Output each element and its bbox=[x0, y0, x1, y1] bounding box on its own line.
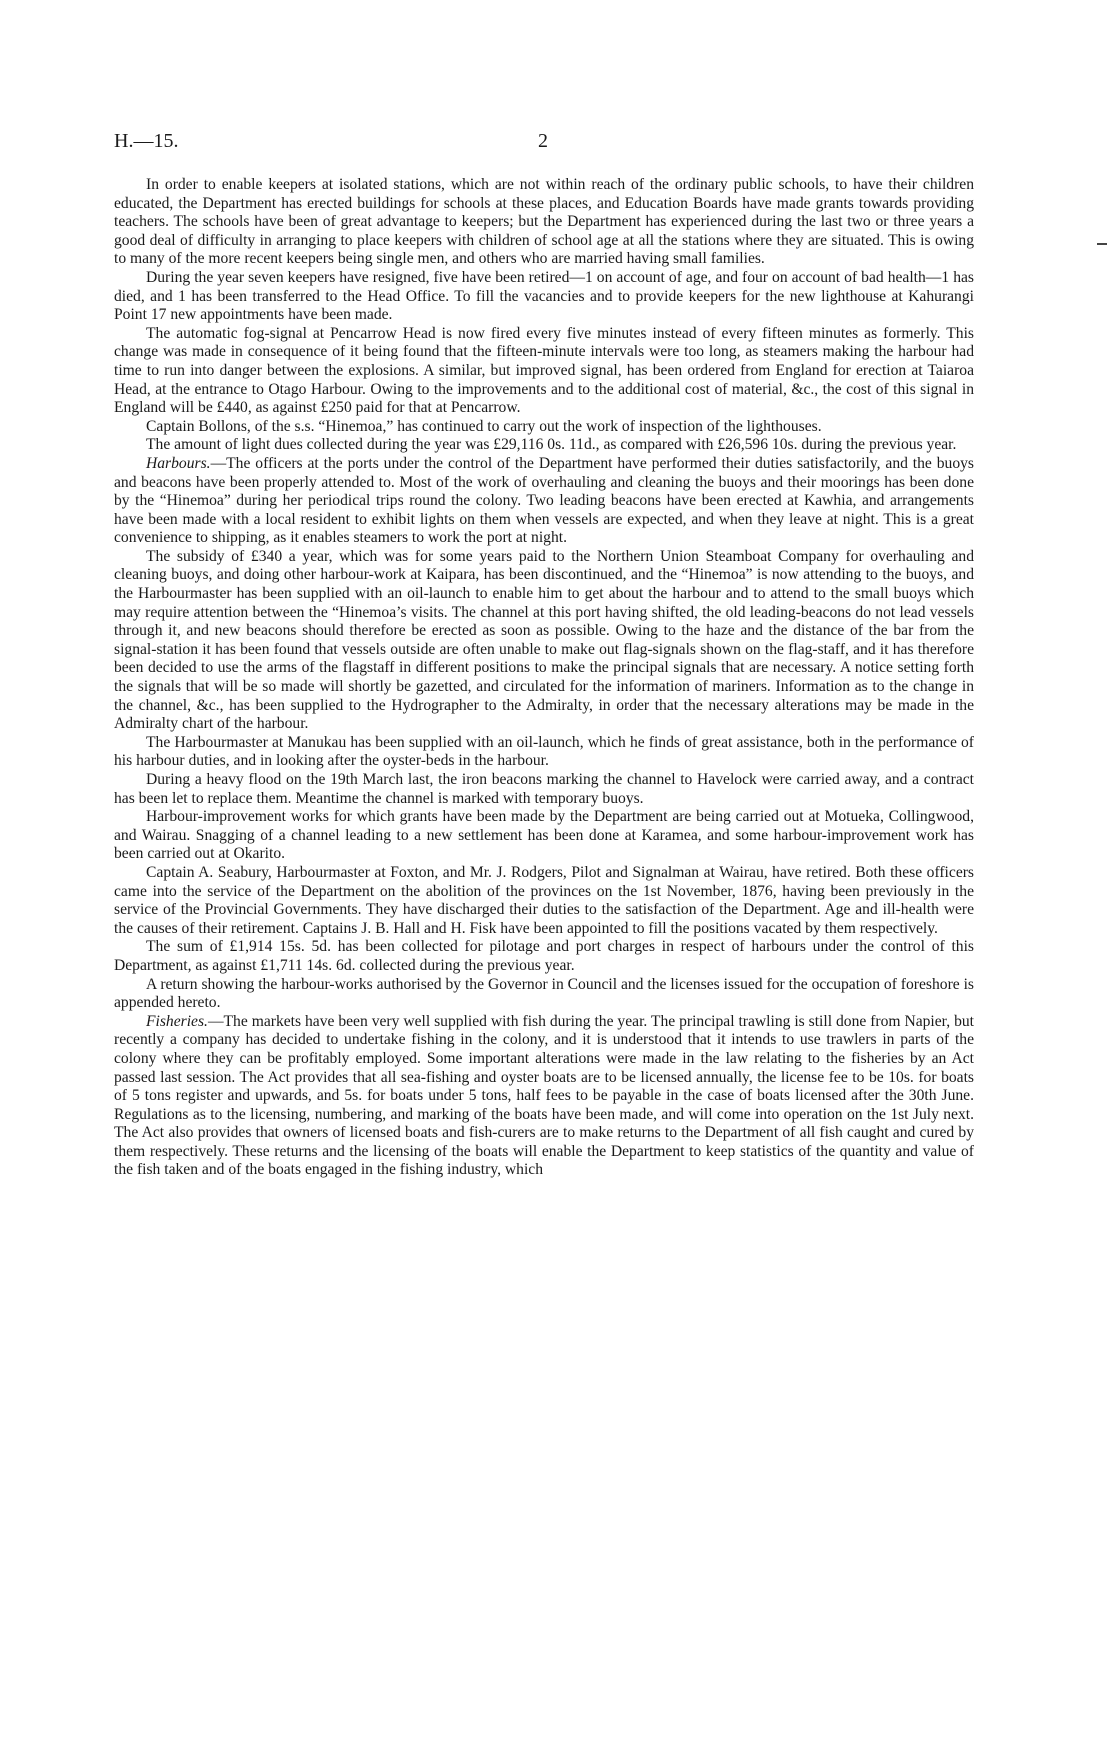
paragraph-keepers: During the year seven keepers have resigned, five have been retired—1 on account of age, and four on account of bad health—1 has died, and 1 has been transferred to the Head Office. To fill the vacancies and to provide keepers for the new lighthouse at Kahurangi Point 17 new appointments have been made. bbox=[114, 268, 974, 324]
paragraph-fog-signal: The automatic fog-signal at Pencarrow Head is now fired every five minutes instead of every fifteen minutes as formerly. This change was made in consequence of it being found that the fifteen-minute intervals were too long, as steamers making the harbour had time to run into danger between the explosions. A similar, but improved signal, has been ordered from England for erection at Taiaroa Head, at the entrance to Otago Harbour. Owing to the improvements and to the additional cost of material, &c., the cost of this signal in England will be £440, as against £250 paid for that at Pencarrow. bbox=[114, 324, 974, 417]
section-lead-fisheries: Fisheries. bbox=[146, 1012, 208, 1030]
document-reference: H.—15. bbox=[114, 130, 179, 152]
paragraph-retirements: Captain A. Seabury, Harbourmaster at Foxton, and Mr. J. Rodgers, Pilot and Signalman at Wairau, have retired. Both these officers came into the service of the Department on the abolition of the provinces on the 1st November, 1876, having been previously in the service of the Provincial Governments. They have discharged their duties to the satisfaction of the Department. Age and ill-health were the causes of their retirement. Captains J. B. Hall and H. Fisk have been appointed to fill the positions vacated by them respectively. bbox=[114, 863, 974, 937]
margin-mark bbox=[1097, 243, 1107, 245]
paragraph-return: A return showing the harbour-works authorised by the Governor in Council and the licenses issued for the occupation of foreshore is appended hereto. bbox=[114, 975, 974, 1012]
paragraph-pilotage: The sum of £1,914 15s. 5d. has been collected for pilotage and port charges in respect of harbours under the control of this Department, as against £1,711 14s. 6d. collected during the previous year. bbox=[114, 938, 974, 974]
page-number: 2 bbox=[538, 130, 548, 152]
paragraph-havelock: During a heavy flood on the 19th March last, the iron beacons marking the channel to Havelock were carried away, and a contract has been let to replace them. Meantime the channel is marked with temporary buoys. bbox=[114, 771, 974, 807]
paragraph-manukau: The Harbourmaster at Manukau has been supplied with an oil-launch, which he finds of great assistance, both in the performance of his harbour duties, and in looking after the oyster-beds in the harbour. bbox=[114, 733, 974, 770]
paragraph-light-dues: The amount of light dues collected during the year was £29,116 0s. 11d., as compared with £26,596 10s. during the previous year. bbox=[146, 436, 957, 454]
page-header bbox=[114, 130, 974, 160]
section-lead-harbours: Harbours. bbox=[146, 454, 211, 472]
paragraph-harbour-works: Harbour-improvement works for which grants have been made by the Department are being carried out at Motueka, Collingwood, and Wairau. Snagging of a channel leading to a new settlement has been done at Karamea, and some harbour-improvement work has been carried out at Okarito. bbox=[114, 808, 974, 863]
paragraph-kaipara: The subsidy of £340 a year, which was for some years paid to the Northern Union Steamboat Company for overhauling and cleaning buoys, and doing other harbour-work at Kaipara, has been discontinued, and the “Hinemoa” is now attending to the buoys, and the Harbourmaster has been supplied with an oil-launch to enable him to get about the harbour and to attend to the small buoys which may require attention between the “Hinemoa’s visits. The channel at this port having shifted, the old leading-beacons do not lead vessels through it, and new beacons should therefore be erected as soon as possible. Owing to the haze and the distance of the bar from the signal-station it has been found that vessels outside are often unable to make out flag-signals shown on the flag-staff, and it has therefore been decided to use the arms of the flagstaff in different positions to make the principal signals that are necessary. A notice setting forth the signals that will be so made will shortly be gazetted, and circulated for the information of mariners. Information as to the change in the channel, &c., has been supplied to the Hydrographer to the Admiralty, in order that the necessary alterations may be made in the Admiralty chart of the harbour. bbox=[114, 547, 974, 733]
paragraph-fisheries: Fisheries.—The markets have been very well supplied with fish during the year. The principal trawling is still done from Napier, but recently a company has decided to undertake fishing in the colony, and it is understood that it intends to use trawlers in parts of the colony where they can be profitably employed. Some important alterations were made in the law relating to the fisheries by an Act passed last session. The Act provides that all sea-fishing and oyster boats are to be licensed annually, the license fee to be 10s. for boats of 5 tons register and upwards, and 5s. for boats under 5 tons, half fees to be payable in the case of boats licensed after the 30th June. Regulations as to the licensing, numbering, and marking of the boats have been made, and will come into operation on the 1st July next. The Act also provides that owners of licensed boats and fish-curers are to make returns to the Department of all fish caught and cured by them respectively. These returns and the licensing of the boats will enable the Department to keep statistics of the quantity and value of the fish taken and of the boats engaged in the fishing industry, which bbox=[114, 1012, 974, 1179]
paragraph-schools: In order to enable keepers at isolated stations, which are not within reach of the ordinary public schools, to have their children educated, the Department has erected buildings for schools at these places, and Education Boards have made grants towards providing teachers. The schools have been of great advantage to keepers; but the Department has experienced during the last two or three years a good deal of difficulty in arranging to place keepers with children of school age at all the stations where they are situated. This is owing to many of the more recent keepers being single men, and others who are married having small families. bbox=[114, 176, 974, 268]
paragraph-harbours: Harbours.—The officers at the ports under the control of the Department have performed their duties satisfactorily, and the buoys and beacons have been properly attended to. Most of the work of overhauling and cleaning the buoys and their moorings has been done by the “Hinemoa” during her periodical trips round the colony. Two leading beacons have been erected at Kawhia, and arrangements have been made with a local resident to exhibit lights on them when vessels are expected, and when they leave at night. This is a great convenience to shipping, as it enables steamers to work the port at night. bbox=[114, 454, 974, 547]
body-text bbox=[114, 176, 974, 1180]
paragraph-inspection: Captain Bollons, of the s.s. “Hinemoa,” has continued to carry out the work of inspection of the lighthouses. bbox=[146, 417, 822, 435]
